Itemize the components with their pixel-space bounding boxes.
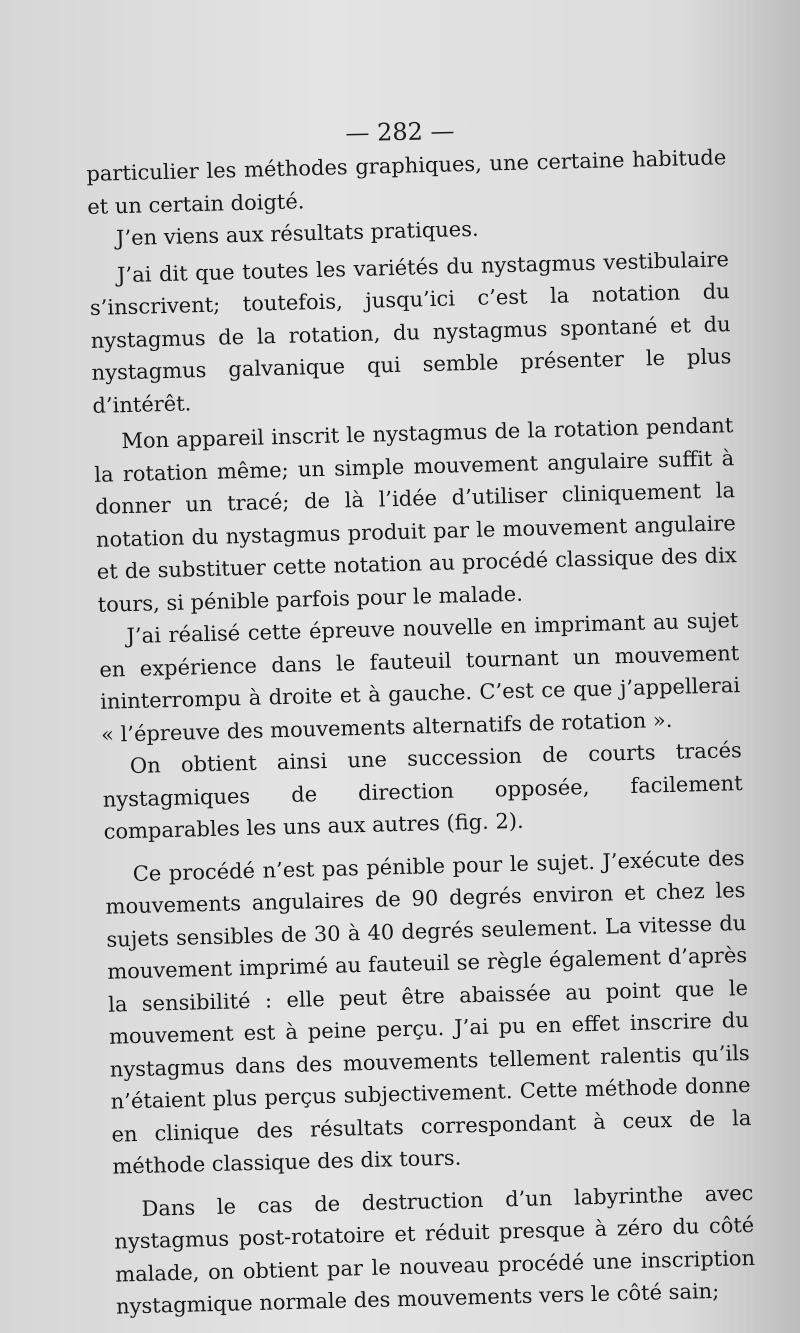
paragraph-4: Mon appareil inscrit le nystagmus de la rotation pendant la rotation même; un simple mouvement angulaire suffit à donner un tracé; de là l’idée d’utiliser cliniquement la notation du nystagmus produit par le mouvement angulaire et de substituer cette notation au procédé classique des dix tours, si pénible parfois pour le malade. <box>93 413 737 617</box>
body-text <box>86 141 756 1323</box>
paragraph-7: Ce procédé n’est pas pénible pour le sujet. J’exécute des mouvements angulaires de 90 degrés environ et chez les sujets sensibles de 30 à 40 degrés seulement. La vitesse du mouvement imprimé au fauteuil se règle également d’après la sensibilité : elle peut être abaissée au point que le mouvement est à peine perçu. J’ai pu en effet inscrire du nystagmus dans des mouvements tellement ralentis qu’ils n’étaient plus perçus subjectivement. Cette méthode donne en clinique des résultats correspondant à ceux de la méthode classique des dix tours. <box>105 845 752 1179</box>
page-number: — 282 — <box>345 116 455 148</box>
paragraph-5: J’ai réalisé cette épreuve nouvelle en imprimant au sujet en expérience dans le fauteuil tournant un mouvement ininterrompu à droite et à gauche. C’est ce que j’appellerai « l’épreuve des mouvements alternatifs de rotation ». <box>99 608 741 747</box>
paragraph-2: J’en viens aux résultats pratiques. <box>115 216 479 251</box>
paragraph-6: On obtient ainsi une succession de courts tracés nystagmiques de direction opposée, facilement comparables les uns aux autres (fig. 2). <box>102 738 743 844</box>
paragraph-1: particulier les méthodes graphiques, une certaine habitude et un certain doigté. <box>86 145 727 219</box>
paragraph-8: Dans le cas de destruction d’un labyrinthe avec nystagmus post-rotatoire et réduit presque à zéro du côté malade, on obtient par le nouveau procédé une inscription nystagmique normale des mouvements vers le côté sain; <box>114 1180 756 1319</box>
paragraph-3: J’ai dit que toutes les variétés du nystagmus vestibulaire s’inscrivent; toutefois, jusqu’ici c’est la notation du nystagmus de la rotation, du nystagmus spontané et du nystagmus galvanique qui semble présenter le plus d’intérêt. <box>89 246 732 418</box>
